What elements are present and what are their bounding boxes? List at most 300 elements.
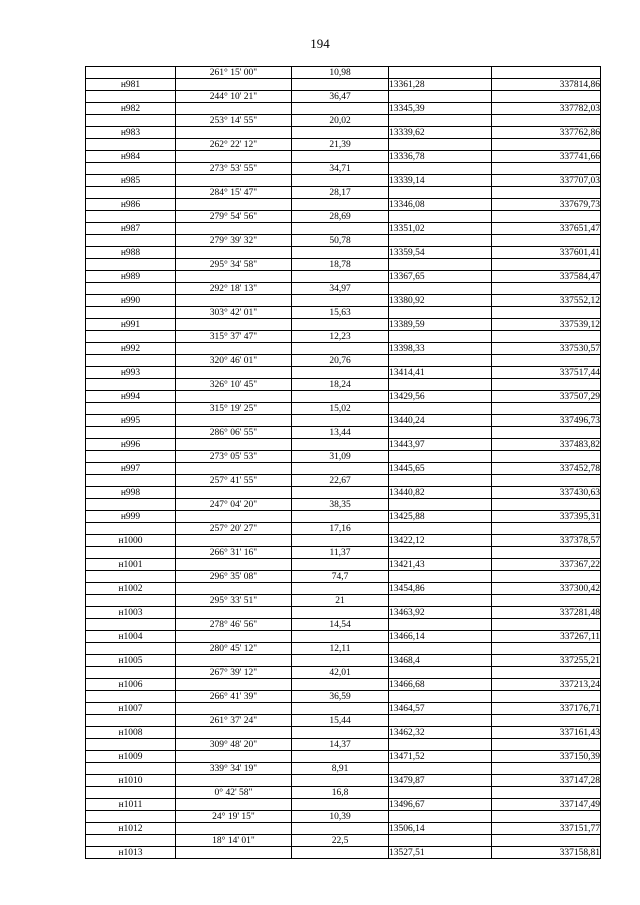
point-name-cell: н1000 <box>86 535 176 547</box>
bearing-angle-cell: 0° 42' 58" <box>176 787 292 799</box>
empty-cell <box>176 247 292 259</box>
x-coordinate-cell: 13351,02 <box>389 223 492 235</box>
empty-cell <box>86 211 176 223</box>
empty-cell <box>292 679 389 691</box>
y-coordinate-cell: 337267,11 <box>492 631 601 643</box>
empty-cell <box>492 91 601 103</box>
empty-cell <box>86 523 176 535</box>
empty-cell <box>492 523 601 535</box>
point-row <box>86 223 601 235</box>
point-name-cell: н997 <box>86 463 176 475</box>
distance-cell: 8,91 <box>292 763 389 775</box>
bearing-angle-cell: 273° 53' 55" <box>176 163 292 175</box>
empty-cell <box>492 547 601 559</box>
empty-cell <box>292 559 389 571</box>
empty-cell <box>86 619 176 631</box>
empty-cell <box>492 331 601 343</box>
distance-cell: 13,44 <box>292 427 389 439</box>
empty-cell <box>86 427 176 439</box>
bearing-angle-cell: 326° 10' 45" <box>176 379 292 391</box>
segment-row <box>86 739 601 751</box>
point-name-cell: н981 <box>86 79 176 91</box>
y-coordinate-cell: 337584,47 <box>492 271 601 283</box>
empty-cell <box>492 379 601 391</box>
point-name-cell: н991 <box>86 319 176 331</box>
point-name-cell: н993 <box>86 367 176 379</box>
y-coordinate-cell: 337147,49 <box>492 799 601 811</box>
empty-cell <box>492 403 601 415</box>
distance-cell: 14,37 <box>292 739 389 751</box>
empty-cell <box>86 355 176 367</box>
y-coordinate-cell: 337255,21 <box>492 655 601 667</box>
distance-cell: 42,01 <box>292 667 389 679</box>
empty-cell <box>86 379 176 391</box>
empty-cell <box>292 727 389 739</box>
y-coordinate-cell: 337378,57 <box>492 535 601 547</box>
y-coordinate-cell: 337782,03 <box>492 103 601 115</box>
empty-cell <box>389 91 492 103</box>
bearing-angle-cell: 284° 15' 47" <box>176 187 292 199</box>
empty-cell <box>492 163 601 175</box>
point-name-cell: н983 <box>86 127 176 139</box>
empty-cell <box>292 79 389 91</box>
point-name-cell: н1012 <box>86 823 176 835</box>
y-coordinate-cell: 337151,77 <box>492 823 601 835</box>
empty-cell <box>492 763 601 775</box>
y-coordinate-cell: 337496,73 <box>492 415 601 427</box>
empty-cell <box>492 691 601 703</box>
distance-cell: 15,44 <box>292 715 389 727</box>
point-row <box>86 343 601 355</box>
bearing-angle-cell: 267° 39' 12" <box>176 667 292 679</box>
empty-cell <box>389 307 492 319</box>
empty-cell <box>292 223 389 235</box>
empty-cell <box>492 283 601 295</box>
point-name-cell: н1010 <box>86 775 176 787</box>
point-row <box>86 775 601 787</box>
y-coordinate-cell: 337150,39 <box>492 751 601 763</box>
segment-row <box>86 427 601 439</box>
empty-cell <box>86 163 176 175</box>
empty-cell <box>292 271 389 283</box>
empty-cell <box>389 283 492 295</box>
point-name-cell: н999 <box>86 511 176 523</box>
bearing-angle-cell: 292° 18' 13" <box>176 283 292 295</box>
distance-cell: 16,8 <box>292 787 389 799</box>
empty-cell <box>492 739 601 751</box>
point-name-cell: н1011 <box>86 799 176 811</box>
empty-cell <box>86 331 176 343</box>
empty-cell <box>389 787 492 799</box>
empty-cell <box>86 91 176 103</box>
empty-cell <box>86 403 176 415</box>
y-coordinate-cell: 337552,12 <box>492 295 601 307</box>
bearing-angle-cell: 24° 19' 15" <box>176 811 292 823</box>
point-name-cell: н984 <box>86 151 176 163</box>
empty-cell <box>86 787 176 799</box>
point-row <box>86 799 601 811</box>
point-row <box>86 559 601 571</box>
empty-cell <box>176 127 292 139</box>
y-coordinate-cell: 337679,73 <box>492 199 601 211</box>
empty-cell <box>492 595 601 607</box>
segment-row <box>86 619 601 631</box>
point-row <box>86 415 601 427</box>
empty-cell <box>176 631 292 643</box>
segment-row <box>86 379 601 391</box>
segment-row <box>86 547 601 559</box>
x-coordinate-cell: 13421,43 <box>389 559 492 571</box>
empty-cell <box>176 319 292 331</box>
empty-cell <box>176 391 292 403</box>
point-name-cell: н994 <box>86 391 176 403</box>
point-row <box>86 487 601 499</box>
segment-row <box>86 403 601 415</box>
y-coordinate-cell: 337741,66 <box>492 151 601 163</box>
segment-row <box>86 235 601 247</box>
empty-cell <box>389 571 492 583</box>
y-coordinate-cell: 337367,22 <box>492 559 601 571</box>
point-name-cell: н989 <box>86 271 176 283</box>
empty-cell <box>176 439 292 451</box>
empty-cell <box>86 451 176 463</box>
empty-cell <box>492 787 601 799</box>
segment-row <box>86 211 601 223</box>
x-coordinate-cell: 13346,08 <box>389 199 492 211</box>
distance-cell: 21 <box>292 595 389 607</box>
distance-cell: 34,71 <box>292 163 389 175</box>
x-coordinate-cell: 13468,4 <box>389 655 492 667</box>
x-coordinate-cell: 13414,41 <box>389 367 492 379</box>
empty-cell <box>292 847 389 859</box>
empty-cell <box>292 775 389 787</box>
empty-cell <box>86 571 176 583</box>
empty-cell <box>86 475 176 487</box>
distance-cell: 74,7 <box>292 571 389 583</box>
bearing-angle-cell: 315° 19' 25" <box>176 403 292 415</box>
bearing-angle-cell: 295° 34' 58" <box>176 259 292 271</box>
x-coordinate-cell: 13443,97 <box>389 439 492 451</box>
point-name-cell: н1009 <box>86 751 176 763</box>
segment-row <box>86 835 601 847</box>
empty-cell <box>389 595 492 607</box>
point-name-cell: н1008 <box>86 727 176 739</box>
empty-cell <box>389 739 492 751</box>
empty-cell <box>86 139 176 151</box>
empty-cell <box>86 499 176 511</box>
empty-cell <box>389 715 492 727</box>
segment-row <box>86 811 601 823</box>
point-name-cell: н982 <box>86 103 176 115</box>
empty-cell <box>292 295 389 307</box>
empty-cell <box>292 439 389 451</box>
point-row <box>86 703 601 715</box>
y-coordinate-cell: 337300,42 <box>492 583 601 595</box>
empty-cell <box>389 403 492 415</box>
point-name-cell: н1001 <box>86 559 176 571</box>
point-row <box>86 751 601 763</box>
segment-row <box>86 595 601 607</box>
empty-cell <box>492 811 601 823</box>
point-name-cell: н1006 <box>86 679 176 691</box>
empty-cell <box>292 151 389 163</box>
empty-cell <box>389 475 492 487</box>
empty-cell <box>176 655 292 667</box>
empty-cell <box>292 463 389 475</box>
point-name-cell: н988 <box>86 247 176 259</box>
empty-cell <box>86 235 176 247</box>
empty-cell <box>292 655 389 667</box>
x-coordinate-cell: 13445,65 <box>389 463 492 475</box>
x-coordinate-cell: 13336,78 <box>389 151 492 163</box>
x-coordinate-cell: 13345,39 <box>389 103 492 115</box>
x-coordinate-cell: 13479,87 <box>389 775 492 787</box>
distance-cell: 17,16 <box>292 523 389 535</box>
bearing-angle-cell: 320° 46' 01" <box>176 355 292 367</box>
y-coordinate-cell: 337161,43 <box>492 727 601 739</box>
empty-cell <box>389 523 492 535</box>
empty-cell <box>86 835 176 847</box>
segment-row <box>86 91 601 103</box>
point-row <box>86 175 601 187</box>
point-name-cell: н995 <box>86 415 176 427</box>
empty-cell <box>389 115 492 127</box>
empty-cell <box>176 103 292 115</box>
empty-cell <box>492 715 601 727</box>
point-name-cell: н1005 <box>86 655 176 667</box>
empty-cell <box>176 415 292 427</box>
coordinates-table <box>85 66 601 859</box>
empty-cell <box>86 259 176 271</box>
y-coordinate-cell: 337814,86 <box>492 79 601 91</box>
segment-row <box>86 187 601 199</box>
empty-cell <box>292 103 389 115</box>
empty-cell <box>86 811 176 823</box>
empty-cell <box>389 187 492 199</box>
x-coordinate-cell: 13380,92 <box>389 295 492 307</box>
x-coordinate-cell: 13527,51 <box>389 847 492 859</box>
x-coordinate-cell: 13496,67 <box>389 799 492 811</box>
bearing-angle-cell: 279° 54' 56" <box>176 211 292 223</box>
empty-cell <box>292 607 389 619</box>
segment-row <box>86 283 601 295</box>
y-coordinate-cell: 337517,44 <box>492 367 601 379</box>
empty-cell <box>292 487 389 499</box>
bearing-angle-cell: 266° 31' 16" <box>176 547 292 559</box>
point-name-cell: н1007 <box>86 703 176 715</box>
empty-cell <box>389 259 492 271</box>
x-coordinate-cell: 13462,32 <box>389 727 492 739</box>
empty-cell <box>389 235 492 247</box>
empty-cell <box>86 67 176 79</box>
y-coordinate-cell: 337651,47 <box>492 223 601 235</box>
empty-cell <box>86 115 176 127</box>
empty-cell <box>176 727 292 739</box>
segment-row <box>86 763 601 775</box>
bearing-angle-cell: 273° 05' 53" <box>176 451 292 463</box>
point-row <box>86 823 601 835</box>
segment-row <box>86 163 601 175</box>
bearing-angle-cell: 280° 45' 12" <box>176 643 292 655</box>
empty-cell <box>389 211 492 223</box>
segment-row <box>86 475 601 487</box>
empty-cell <box>86 595 176 607</box>
bearing-angle-cell: 303° 42' 01" <box>176 307 292 319</box>
bearing-angle-cell: 257° 41' 55" <box>176 475 292 487</box>
empty-cell <box>389 427 492 439</box>
x-coordinate-cell: 13367,65 <box>389 271 492 283</box>
point-row <box>86 103 601 115</box>
empty-cell <box>86 547 176 559</box>
point-row <box>86 247 601 259</box>
distance-cell: 28,17 <box>292 187 389 199</box>
empty-cell <box>176 535 292 547</box>
empty-cell <box>176 703 292 715</box>
empty-cell <box>492 307 601 319</box>
y-coordinate-cell: 337213,24 <box>492 679 601 691</box>
distance-cell: 18,24 <box>292 379 389 391</box>
bearing-angle-cell: 295° 33' 51" <box>176 595 292 607</box>
y-coordinate-cell: 337147,28 <box>492 775 601 787</box>
empty-cell <box>389 835 492 847</box>
point-row <box>86 607 601 619</box>
empty-cell <box>176 583 292 595</box>
y-coordinate-cell: 337281,48 <box>492 607 601 619</box>
point-row <box>86 463 601 475</box>
segment-row <box>86 115 601 127</box>
bearing-angle-cell: 257° 20' 27" <box>176 523 292 535</box>
segment-row <box>86 715 601 727</box>
empty-cell <box>492 499 601 511</box>
point-row <box>86 79 601 91</box>
empty-cell <box>176 463 292 475</box>
empty-cell <box>176 847 292 859</box>
y-coordinate-cell: 337158,81 <box>492 847 601 859</box>
y-coordinate-cell: 337395,31 <box>492 511 601 523</box>
point-row <box>86 847 601 859</box>
segment-row <box>86 307 601 319</box>
empty-cell <box>389 643 492 655</box>
distance-cell: 36,47 <box>292 91 389 103</box>
empty-cell <box>492 475 601 487</box>
point-name-cell: н996 <box>86 439 176 451</box>
y-coordinate-cell: 337430,63 <box>492 487 601 499</box>
empty-cell <box>492 235 601 247</box>
empty-cell <box>176 799 292 811</box>
point-row <box>86 151 601 163</box>
empty-cell <box>492 259 601 271</box>
empty-cell <box>389 619 492 631</box>
empty-cell <box>389 331 492 343</box>
point-name-cell: н986 <box>86 199 176 211</box>
y-coordinate-cell: 337176,71 <box>492 703 601 715</box>
bearing-angle-cell: 315° 37' 47" <box>176 331 292 343</box>
segment-row <box>86 571 601 583</box>
segment-row <box>86 355 601 367</box>
segment-row <box>86 787 601 799</box>
empty-cell <box>292 343 389 355</box>
empty-cell <box>389 691 492 703</box>
point-row <box>86 583 601 595</box>
distance-cell: 22,5 <box>292 835 389 847</box>
empty-cell <box>292 703 389 715</box>
distance-cell: 14,54 <box>292 619 389 631</box>
bearing-angle-cell: 309° 48' 20" <box>176 739 292 751</box>
empty-cell <box>492 451 601 463</box>
empty-cell <box>176 751 292 763</box>
segment-row <box>86 331 601 343</box>
segment-row <box>86 259 601 271</box>
distance-cell: 18,78 <box>292 259 389 271</box>
y-coordinate-cell: 337483,82 <box>492 439 601 451</box>
bearing-angle-cell: 339° 34' 19" <box>176 763 292 775</box>
segment-row <box>86 523 601 535</box>
x-coordinate-cell: 13389,59 <box>389 319 492 331</box>
distance-cell: 11,37 <box>292 547 389 559</box>
empty-cell <box>389 811 492 823</box>
point-row <box>86 319 601 331</box>
y-coordinate-cell: 337762,86 <box>492 127 601 139</box>
empty-cell <box>86 187 176 199</box>
distance-cell: 38,35 <box>292 499 389 511</box>
y-coordinate-cell: 337707,03 <box>492 175 601 187</box>
bearing-angle-cell: 247° 04' 20" <box>176 499 292 511</box>
distance-cell: 15,63 <box>292 307 389 319</box>
bearing-angle-cell: 278° 46' 56" <box>176 619 292 631</box>
point-row <box>86 535 601 547</box>
distance-cell: 12,23 <box>292 331 389 343</box>
segment-row <box>86 691 601 703</box>
x-coordinate-cell: 13429,56 <box>389 391 492 403</box>
empty-cell <box>292 391 389 403</box>
empty-cell <box>176 199 292 211</box>
coordinates-table-body <box>86 67 601 859</box>
empty-cell <box>176 223 292 235</box>
x-coordinate-cell: 13339,62 <box>389 127 492 139</box>
segment-row <box>86 451 601 463</box>
y-coordinate-cell: 337601,41 <box>492 247 601 259</box>
empty-cell <box>292 799 389 811</box>
point-name-cell: н985 <box>86 175 176 187</box>
bearing-angle-cell: 279° 39' 32" <box>176 235 292 247</box>
bearing-angle-cell: 18° 14' 01" <box>176 835 292 847</box>
empty-cell <box>389 499 492 511</box>
point-name-cell: н992 <box>86 343 176 355</box>
x-coordinate-cell: 13440,82 <box>389 487 492 499</box>
empty-cell <box>292 175 389 187</box>
point-row <box>86 679 601 691</box>
empty-cell <box>389 667 492 679</box>
empty-cell <box>86 667 176 679</box>
bearing-angle-cell: 261° 37' 24" <box>176 715 292 727</box>
empty-cell <box>492 67 601 79</box>
point-name-cell: н990 <box>86 295 176 307</box>
y-coordinate-cell: 337530,57 <box>492 343 601 355</box>
x-coordinate-cell: 13454,86 <box>389 583 492 595</box>
distance-cell: 10,98 <box>292 67 389 79</box>
y-coordinate-cell: 337507,29 <box>492 391 601 403</box>
distance-cell: 10,39 <box>292 811 389 823</box>
point-row <box>86 295 601 307</box>
x-coordinate-cell: 13506,14 <box>389 823 492 835</box>
empty-cell <box>492 667 601 679</box>
segment-row <box>86 667 601 679</box>
distance-cell: 15,02 <box>292 403 389 415</box>
empty-cell <box>492 619 601 631</box>
y-coordinate-cell: 337452,78 <box>492 463 601 475</box>
x-coordinate-cell: 13440,24 <box>389 415 492 427</box>
empty-cell <box>292 535 389 547</box>
